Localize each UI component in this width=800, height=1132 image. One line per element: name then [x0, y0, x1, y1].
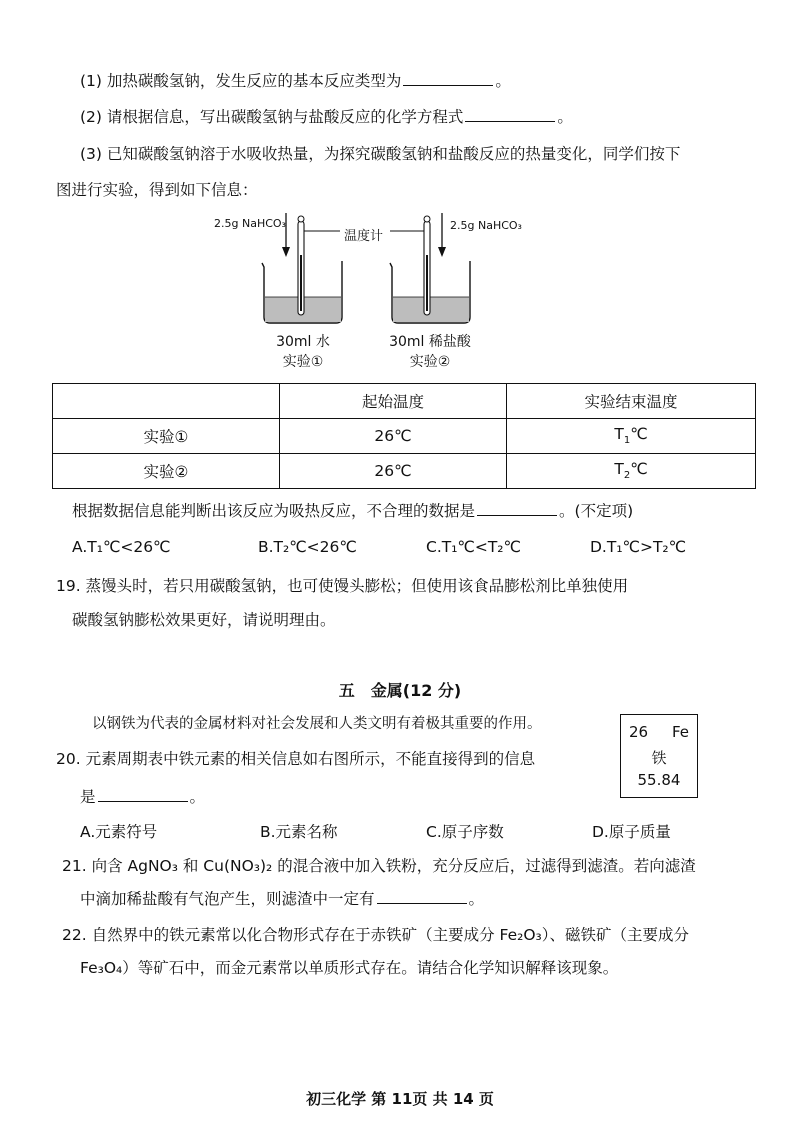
q22-line1: 22. 自然界中的铁元素常以化合物形式存在于赤铁矿（主要成分 Fe₂O₃）、磁铁矿（主要成分 [62, 926, 689, 944]
answer-blank[interactable] [477, 501, 557, 516]
q20-options [80, 820, 780, 842]
option-b[interactable]: B.T₂℃<26℃ [258, 538, 357, 556]
answer-blank[interactable] [377, 889, 467, 904]
option-d[interactable]: D.T₁℃>T₂℃ [590, 538, 687, 556]
section-title: 五 金属(12 分) [338, 681, 462, 700]
temperature-table [52, 383, 756, 489]
table-cell-end: $T_2℃$ [507, 454, 756, 489]
table-cell-name: 实验② [53, 454, 280, 489]
option-c[interactable]: C.原子序数 [426, 823, 504, 841]
table-cell-name: 实验① [53, 419, 280, 454]
q18-part3-line1: (3) 已知碳酸氢钠溶于水吸收热量，为探究碳酸氢钠和盐酸反应的热量变化，同学们按下 [80, 145, 681, 163]
q20-line2: 是 。 [80, 788, 206, 806]
q20-line1: 20. 元素周期表中铁元素的相关信息如右图所示，不能直接得到的信息 [56, 750, 536, 768]
left-reagent-label: 2.5g NaHCO₃ [214, 217, 286, 230]
table-row [53, 419, 756, 454]
experiment-2-label: 实验② [409, 354, 451, 370]
table-header-cell [53, 384, 280, 419]
right-liquid-label: 30ml 稀盐酸 [389, 334, 471, 350]
atomic-number: 26 [629, 723, 649, 741]
element-card [620, 714, 698, 798]
page-footer: 初三化学 第 11页 共 14 页 [306, 1090, 494, 1108]
table-row [53, 454, 756, 489]
table-header-cell: 实验结束温度 [507, 384, 756, 419]
atomic-mass: 55.84 [637, 771, 681, 789]
option-b[interactable]: B.元素名称 [260, 823, 338, 841]
table-cell-start: 26℃ [280, 419, 507, 454]
answer-blank[interactable] [465, 107, 555, 122]
q22-line2: Fe₃O₄）等矿石中，而金元素常以单质形式存在。请结合化学知识解释该现象。 [80, 959, 619, 977]
experiment-figure [200, 205, 560, 375]
element-name: 铁 [651, 749, 667, 767]
q21-line2: 中滴加稀盐酸有气泡产生，则滤渣中一定有 。 [80, 890, 485, 908]
q18-part2: (2) 请根据信息，写出碳酸氢钠与盐酸反应的化学方程式 。 [80, 108, 573, 126]
q19-line1: 19. 蒸馒头时，若只用碳酸氢钠，也可使馒头膨松；但使用该食品膨松剂比单独使用 [56, 577, 629, 595]
table-header-row [53, 384, 756, 419]
q18-part1: (1) 加热碳酸氢钠，发生反应的基本反应类型为 。 [80, 72, 511, 90]
q18-options [72, 538, 772, 560]
element-symbol: Fe [671, 723, 689, 741]
table-header-cell: 起始温度 [280, 384, 507, 419]
q19-line2: 碳酸氢钠膨松效果更好，请说明理由。 [72, 611, 336, 629]
right-reagent-label: 2.5g NaHCO₃ [450, 219, 522, 232]
q21-line1: 21. 向含 AgNO₃ 和 Cu(NO₃)₂ 的混合液中加入铁粉，充分反应后，过滤得到滤渣。若向滤渣 [62, 857, 696, 875]
answer-blank[interactable] [98, 787, 188, 802]
answer-blank[interactable] [403, 71, 493, 86]
option-a[interactable]: A.T₁℃<26℃ [72, 538, 171, 556]
thermometer-label: 温度计 [344, 229, 384, 244]
section-intro: 以钢铁为代表的金属材料对社会发展和人类文明有着极其重要的作用。 [92, 716, 542, 732]
option-a[interactable]: A.元素符号 [80, 823, 158, 841]
experiment-1-label: 实验① [282, 354, 324, 370]
option-c[interactable]: C.T₁℃<T₂℃ [426, 538, 521, 556]
q18-part3-line2: 图进行实验，得到如下信息： [56, 181, 258, 199]
table-cell-start: 26℃ [280, 454, 507, 489]
table-cell-end: $T_1℃$ [507, 419, 756, 454]
option-d[interactable]: D.原子质量 [592, 823, 671, 841]
q18-judge: 根据数据信息能判断出该反应为吸热反应，不合理的数据是 。(不定项) [72, 502, 634, 520]
left-liquid-label: 30ml 水 [276, 334, 330, 350]
